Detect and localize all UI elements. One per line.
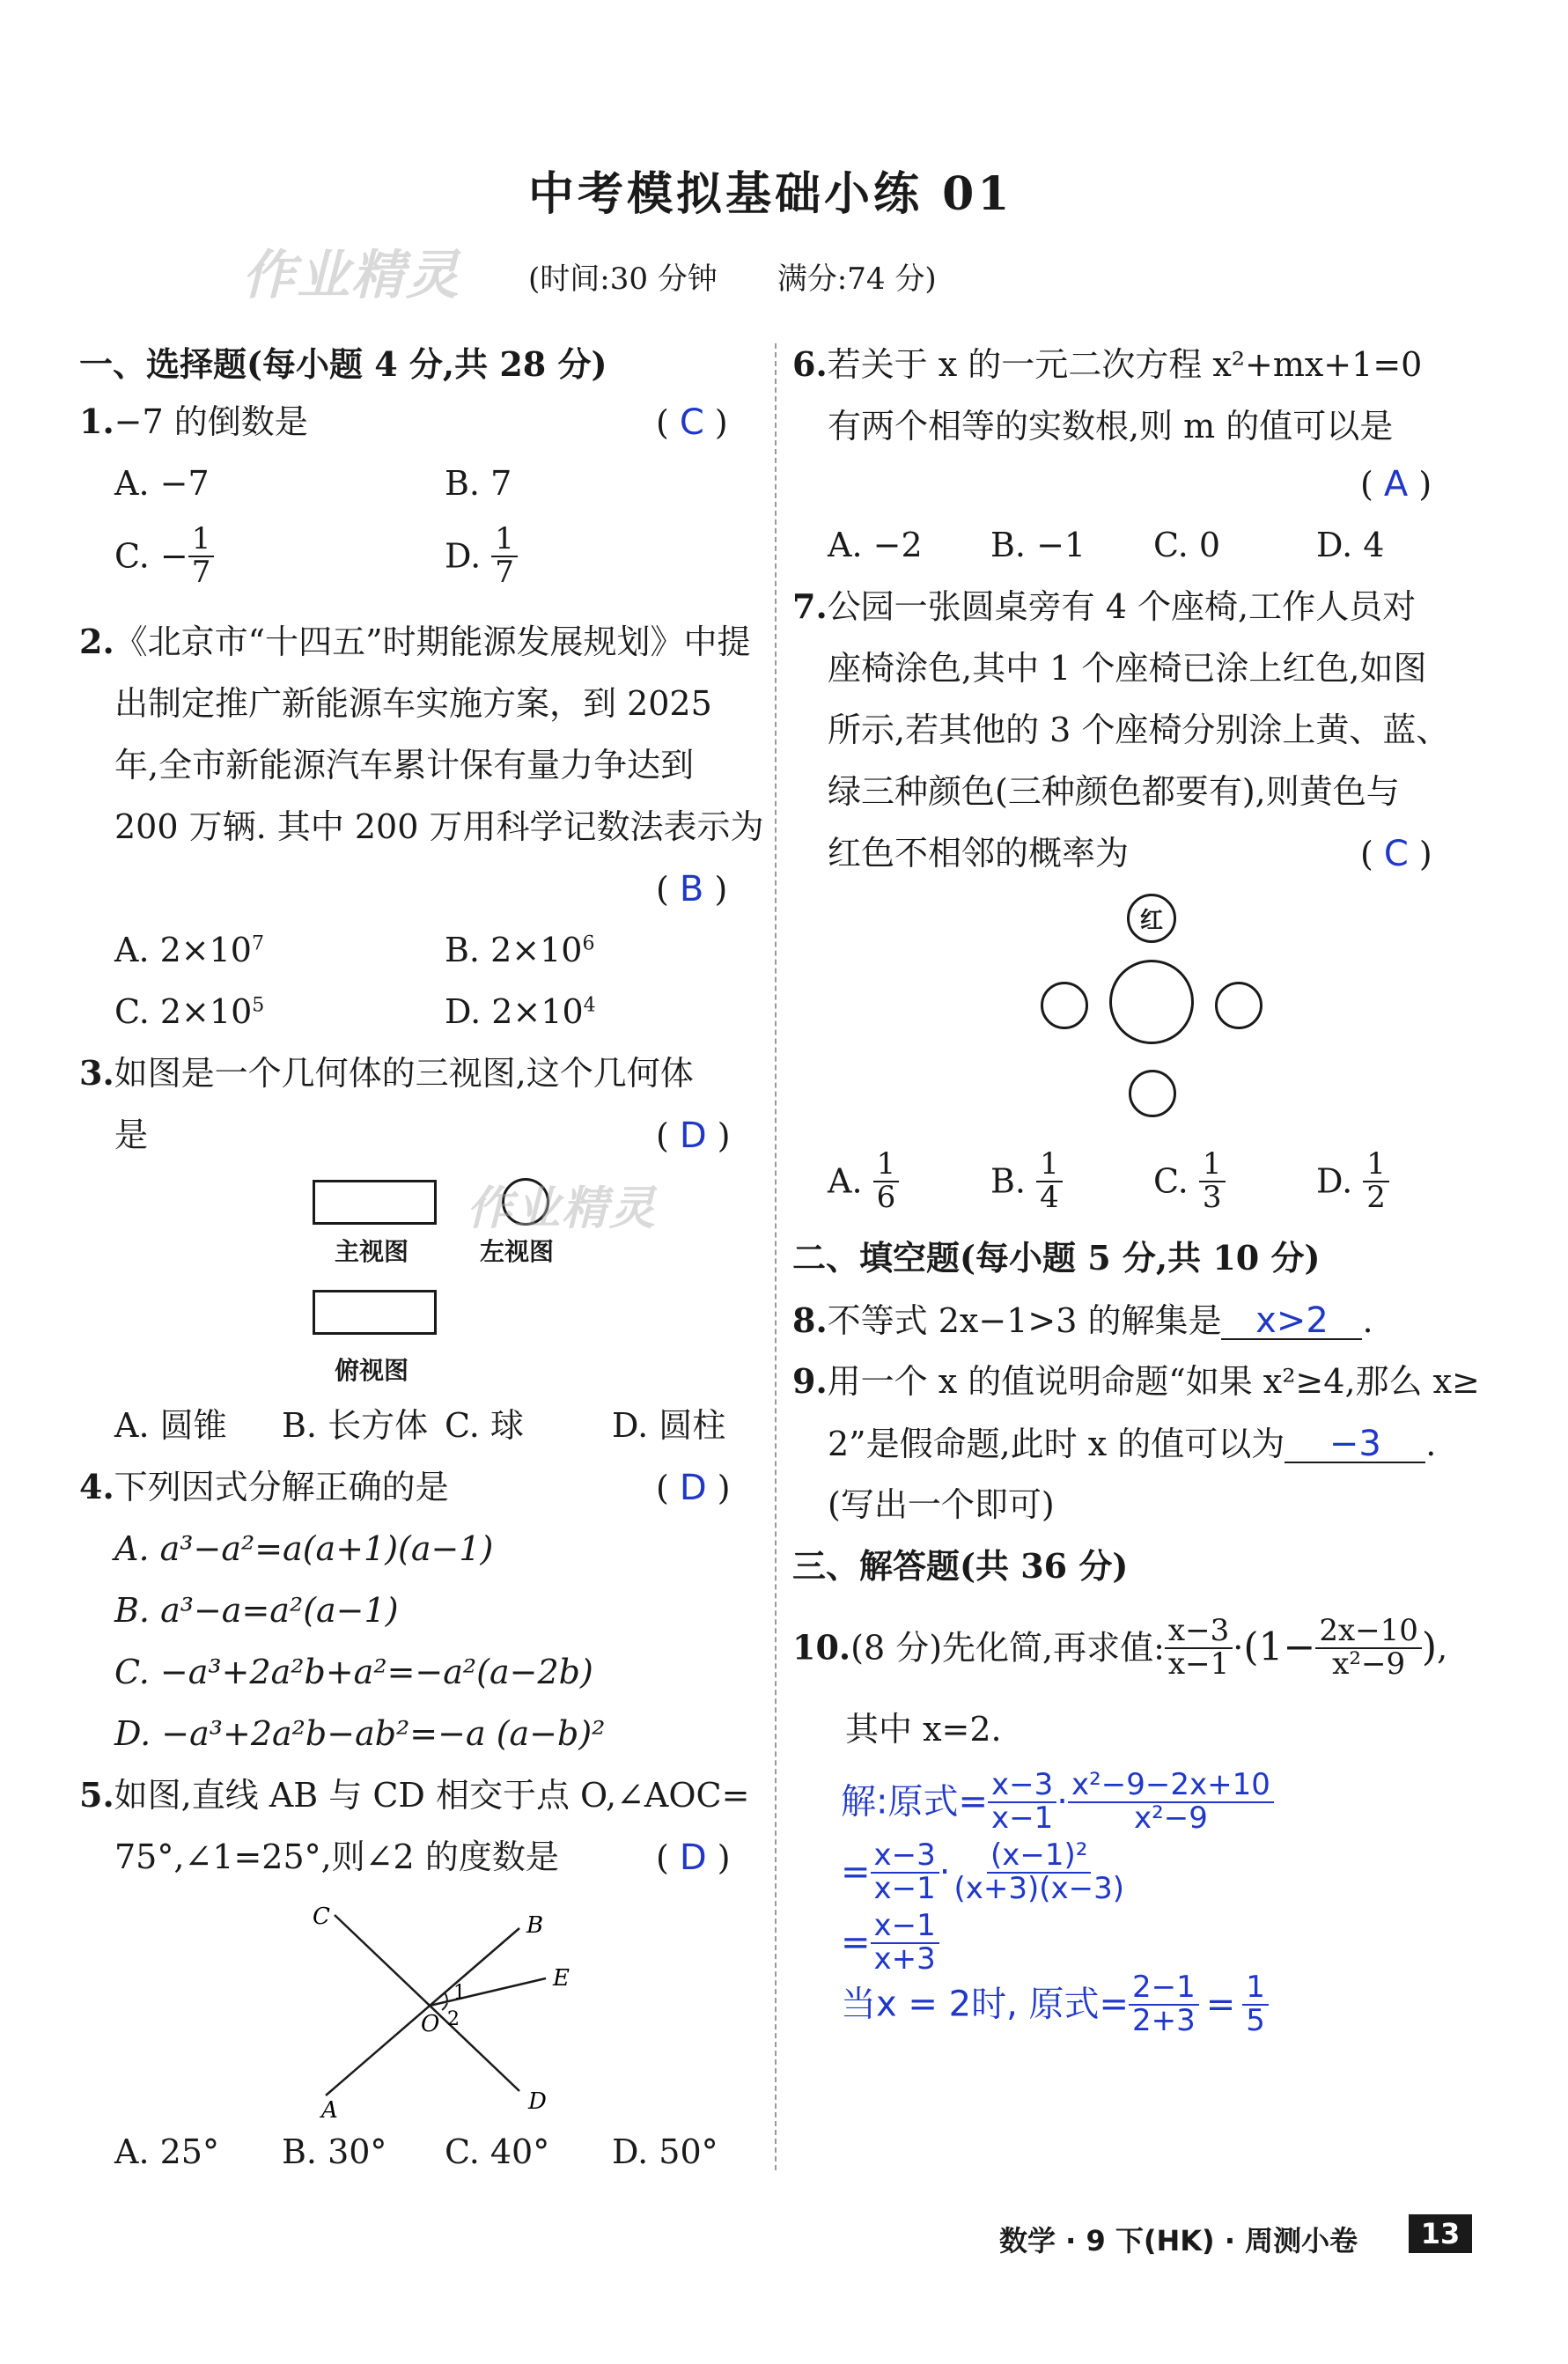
q7-answer: ( C ): [1360, 834, 1432, 874]
q2-option-b: B. $2\times 10^6$: [445, 931, 595, 969]
q1-option-d: D. $\frac{1}{7}$: [445, 524, 518, 588]
q7-line2: 座椅涂色,其中 1 个座椅已涂上红色,如图: [828, 649, 1427, 688]
q2-line1: 2.《北京市“十四五”时期能源发展规划》中提: [79, 622, 751, 661]
q3-line2: 是: [114, 1116, 149, 1154]
q4-option-a: A. a³−a²=a(a+1)(a−1): [114, 1529, 494, 1568]
q5-option-d: D. 50°: [612, 2132, 718, 2171]
page-number: 13: [1409, 2214, 1472, 2253]
red-seat: [1127, 894, 1176, 943]
q3-option-a: A. 圆锥: [114, 1406, 227, 1445]
seat-left: [1041, 982, 1088, 1029]
q7-option-b: B. $\frac{1}{4}$: [990, 1149, 1063, 1213]
q2-line3: 年,全市新能源汽车累计保有量力争达到: [114, 746, 695, 784]
watermark: 作业精灵: [242, 245, 460, 306]
q4-answer: ( D ): [656, 1468, 731, 1508]
q2-line4: 200 万辆. 其中 200 万用科学记数法表示为: [114, 807, 764, 846]
label-b: B: [526, 1912, 544, 1939]
solution-step-2: = $\frac{x-3}{x-1}$ · $\frac{\text{(x−1)²}}{(x+3)(x-3)}$: [841, 1837, 1125, 1906]
section2-header: 二、填空题(每小题 5 分,共 10 分): [792, 1238, 1321, 1278]
q5-line1: 5.如图,直线 AB 与 CD 相交于点 O,∠AOC=: [79, 1775, 750, 1815]
q1-option-c: C. − $\frac{1}{7}$: [114, 524, 214, 588]
q2-option-c: C. $2\times 10^5$: [114, 992, 265, 1031]
red-seat-label: 红: [1139, 907, 1163, 934]
q5-answer: ( D ): [656, 1837, 731, 1878]
q1-option-a: A. −7: [114, 464, 210, 503]
q1-option-b: B. 7: [445, 464, 512, 503]
label-a: A: [321, 2097, 338, 2117]
label-c: C: [313, 1904, 330, 1930]
q8-answer: x>2: [1255, 1300, 1329, 1341]
q7-line4: 绿三种颜色(三种颜色都要有),则黄色与: [828, 772, 1400, 811]
q6-option-c: C. 0: [1153, 526, 1221, 564]
q4-option-b: B. a³−a=a²(a−1): [114, 1591, 399, 1630]
front-view-rect: [313, 1180, 437, 1225]
q5-line2: 75°,∠1=25°,则∠2 的度数是: [114, 1837, 559, 1876]
q6-option-b: B. −1: [990, 526, 1086, 564]
angle-1-arc: [445, 1992, 447, 2001]
solution-step-4: 当x = 2时, 原式= $\frac{2-1}{2+3}$ = $\frac{1}{5}$: [841, 1972, 1269, 2036]
solution-step-1: 解:原式= $\frac{x-3}{x-1}$ · $\frac{\text{x²−9−2x+10}}{\text{x²−9}}$: [841, 1770, 1274, 1834]
q3-option-b: B. 长方体: [282, 1406, 429, 1445]
q1-stem: 1.−7 的倒数是: [79, 401, 308, 441]
label-1: 1: [453, 1982, 466, 2004]
q9-line3: (写出一个即可): [828, 1485, 1055, 1524]
page-title: 中考模拟基础小练 01: [528, 167, 1013, 221]
q3-option-c: C. 球: [445, 1406, 524, 1445]
q6-option-a: A. −2: [828, 526, 923, 564]
q6-option-d: D. 4: [1316, 526, 1385, 564]
section3-header: 三、解答题(共 36 分): [792, 1546, 1129, 1586]
q6-line1: 6.若关于 x 的一元二次方程 x²+mx+1=0: [792, 344, 1423, 384]
seat-bottom: [1129, 1070, 1176, 1117]
label-o: O: [421, 2011, 440, 2037]
q5-diagram: [299, 1897, 599, 2117]
q8-stem: 8.不等式 2x−1>3 的解集是 x>2 .: [792, 1300, 1373, 1341]
q7-option-d: D. $\frac{1}{2}$: [1316, 1149, 1389, 1213]
q1-answer: ( C ): [656, 402, 728, 443]
label-top-view: 俯视图: [335, 1356, 409, 1385]
q4-option-c: C. −a³+2a²b+a²=−a²(a−2b): [114, 1653, 593, 1691]
q10-where: 其中 x=2.: [845, 1710, 1002, 1749]
q3-line1: 3.如图是一个几何体的三视图,这个几何体: [79, 1053, 694, 1093]
q3-option-d: D. 圆柱: [612, 1406, 726, 1445]
label-e: E: [553, 1965, 570, 1992]
q7-option-a: A. $\frac{1}{6}$: [828, 1149, 899, 1213]
q5-option-a: A. 25°: [114, 2132, 219, 2171]
seat-right: [1215, 982, 1262, 1029]
q4-stem: 4.下列因式分解正确的是: [79, 1467, 449, 1506]
q6-line2: 有两个相等的实数根,则 m 的值可以是: [828, 407, 1394, 446]
q7-line1: 7.公园一张圆桌旁有 4 个座椅,工作人员对: [792, 586, 1417, 626]
label-2: 2: [447, 2008, 460, 2030]
q4-option-d: D. −a³+2a²b−ab²=−a (a−b)²: [114, 1714, 606, 1753]
label-front-view: 主视图: [335, 1237, 409, 1266]
q7-line5: 红色不相邻的概率为: [828, 834, 1130, 873]
label-left-view: 左视图: [480, 1237, 555, 1266]
q9-line1: 9.用一个 x 的值说明命题“如果 x²≥4,那么 x≥: [792, 1361, 1480, 1401]
q5-option-b: B. 30°: [282, 2132, 387, 2171]
q6-answer: ( A ): [1360, 464, 1432, 504]
q2-option-d: D. $2\times 10^4$: [445, 992, 596, 1031]
top-view-rect: [313, 1290, 437, 1335]
section1-header: 一、选择题(每小题 4 分,共 28 分): [79, 344, 607, 384]
q5-option-c: C. 40°: [445, 2132, 550, 2171]
footer-text: 数学 · 9 下(HK) · 周测小卷: [999, 2224, 1358, 2257]
page-subtitle: (时间:30 分钟 满分:74 分): [528, 261, 937, 297]
q2-answer: ( B ): [656, 869, 728, 910]
q9-answer: −3: [1329, 1424, 1381, 1464]
solution-step-3: = $\frac{x-1}{x+3}$: [841, 1911, 939, 1975]
q9-line2: 2”是假命题,此时 x 的值可以为 −3 .: [828, 1424, 1437, 1464]
q7-line3: 所示,若其他的 3 个座椅分别涂上黄、蓝、: [828, 711, 1450, 749]
column-divider: [775, 343, 777, 2170]
q10-stem: 10.(8 分)先化简,再求值: $\frac{x-3}{x-1}$ ·(1− $\frac{2x-10}{\text{x²−9}}$ ),: [792, 1613, 1448, 1682]
label-d: D: [528, 2088, 547, 2115]
round-table: [1109, 960, 1194, 1044]
q3-answer: ( D ): [656, 1116, 731, 1156]
q2-option-a: A. $2\times 10^7$: [114, 931, 264, 969]
q2-line2: 出制定推广新能源车实施方案，到 2025: [114, 684, 712, 723]
q7-option-c: C. $\frac{1}{3}$: [1153, 1149, 1226, 1213]
watermark-2: 作业精灵: [467, 1182, 658, 1235]
